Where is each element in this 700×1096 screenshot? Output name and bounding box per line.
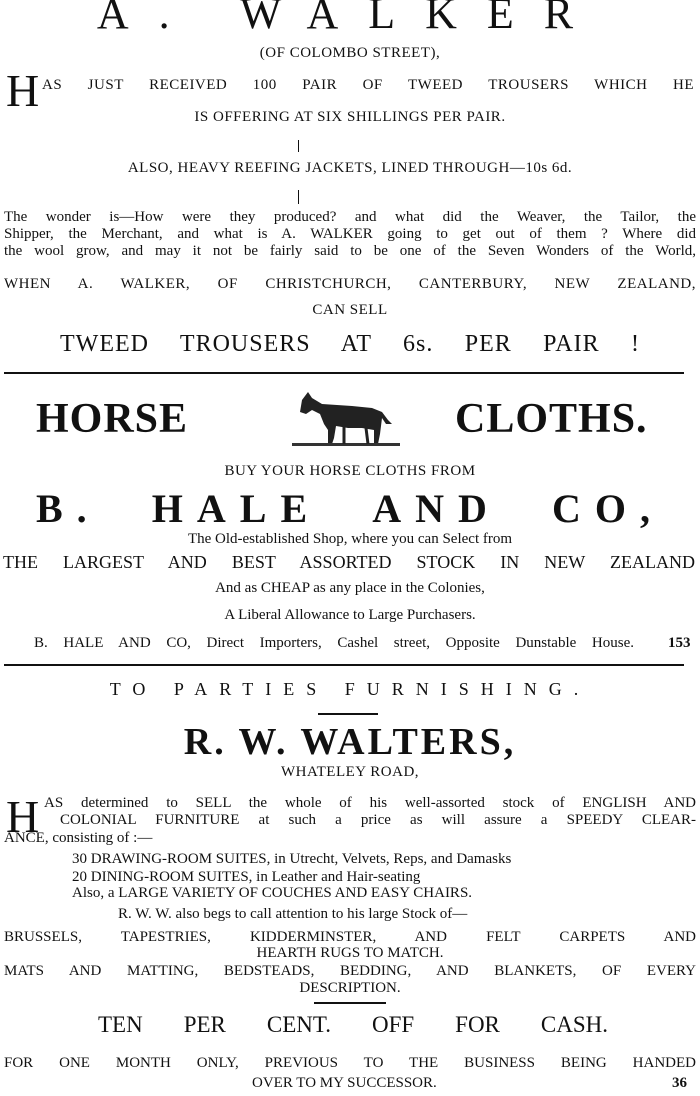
walker-title: A. WALKER: [96, 0, 604, 38]
walker-line-4: WHEN A. WALKER, OF CHRISTCHURCH, CANTERBURY, NEW ZEALAND,: [4, 276, 696, 292]
walters-dropcap: H: [6, 791, 40, 842]
walters-item: 30 DRAWING-ROOM SUITES, in Utrecht, Velvets, Reps, and Damasks: [72, 851, 512, 867]
walters-discount: TEN PER CENT. OFF FOR CASH.: [98, 1012, 608, 1037]
walters-item: Also, a LARGE VARIETY OF COUCHES AND EASY CHAIRS.: [72, 885, 473, 901]
hale-cheap-line: And as CHEAP as any place in the Colonies,: [215, 580, 485, 596]
divider-1: [4, 372, 684, 374]
walters-item: 20 DINING-ROOM SUITES, in Leather and Hair-seating: [72, 869, 421, 885]
ornament-rule: [318, 713, 378, 715]
hale-buy-line: BUY YOUR HORSE CLOTHS FROM: [224, 463, 476, 479]
hale-stock-line: THE LARGEST AND BEST ASSORTED STOCK IN NEW ZEALAND: [3, 552, 695, 572]
walters-carpets-line-2: HEARTH RUGS TO MATCH.: [256, 945, 444, 961]
walters-ref-number: 36: [672, 1075, 687, 1091]
horse-illustration-icon: [292, 388, 400, 448]
hale-shop-line: The Old-established Shop, where you can Select from: [187, 531, 513, 547]
walker-paragraph-1: The wonder is—How were they produced? and what did the Weaver, the Tailor, the: [4, 209, 696, 225]
walters-body-1: AS determined to SELL the whole of his well-assorted stock of ENGLISH AND: [44, 795, 696, 811]
walker-subtitle: (OF COLOMBO STREET),: [259, 45, 441, 61]
walters-parties-line: TO PARTIES FURNISHING.: [109, 679, 591, 699]
horse-word: HORSE: [36, 396, 189, 442]
hale-ref-number: 153: [668, 635, 691, 651]
hale-name: [36, 485, 664, 532]
walters-body-3: ANCE, consisting of :—: [4, 830, 153, 846]
walker-line-5: CAN SELL: [312, 302, 388, 318]
hale-name-part: B.: [36, 486, 101, 531]
walters-body-2: COLONIAL FURNITURE at such a price as will assure a SPEEDY CLEAR-: [60, 812, 696, 828]
walters-final-line-1: FOR ONE MONTH ONLY, PREVIOUS TO THE BUSINESS BEING HANDED: [4, 1055, 696, 1071]
hale-name-part: AND: [372, 486, 501, 531]
ornament-rule: [314, 1002, 386, 1004]
walker-paragraph-2: Shipper, the Merchant, and what is A. WALKER going to get out of them ? Where did: [4, 226, 696, 242]
walters-mats-line-1: MATS AND MATTING, BEDSTEADS, BEDDING, AND BLANKETS, OF EVERY: [4, 963, 696, 979]
cloths-word: CLOTHS.: [455, 396, 648, 442]
walters-title: R. W. WALTERS,: [183, 721, 517, 763]
hale-name-part: CO,: [552, 486, 664, 531]
walker-line-3: ALSO, HEAVY REEFING JACKETS, LINED THROUGH—10s 6d.: [127, 160, 573, 176]
walker-line-2: IS OFFERING AT SIX SHILLINGS PER PAIR.: [194, 109, 506, 125]
hale-address-line: B. HALE AND CO, Direct Importers, Cashel street, Opposite Dunstable House.: [34, 635, 634, 651]
divider-2: [4, 664, 684, 666]
walters-final-line-2: OVER TO MY SUCCESSOR.: [252, 1075, 437, 1091]
walker-line-1: AS JUST RECEIVED 100 PAIR OF TWEED TROUSERS WHICH HE: [42, 77, 694, 93]
walker-headline: TWEED TROUSERS AT 6s. PER PAIR !: [60, 331, 640, 357]
walker-paragraph-3: the wool grow, and may it not be fairly said to be one of the Seven Wonders of the World,: [4, 243, 696, 259]
hale-name-part: HALE: [151, 486, 322, 531]
walters-carpets-line-1: BRUSSELS, TAPESTRIES, KIDDERMINSTER, AND FELT CARPETS AND: [4, 929, 696, 945]
walker-dropcap: H: [6, 65, 40, 116]
walters-mats-line-2: DESCRIPTION.: [299, 980, 401, 996]
hale-allowance-line: A Liberal Allowance to Large Purchasers.: [224, 607, 476, 623]
walters-road: WHATELEY ROAD,: [280, 764, 420, 780]
walters-attention-line: R. W. W. also begs to call attention to his large Stock of—: [118, 906, 468, 922]
